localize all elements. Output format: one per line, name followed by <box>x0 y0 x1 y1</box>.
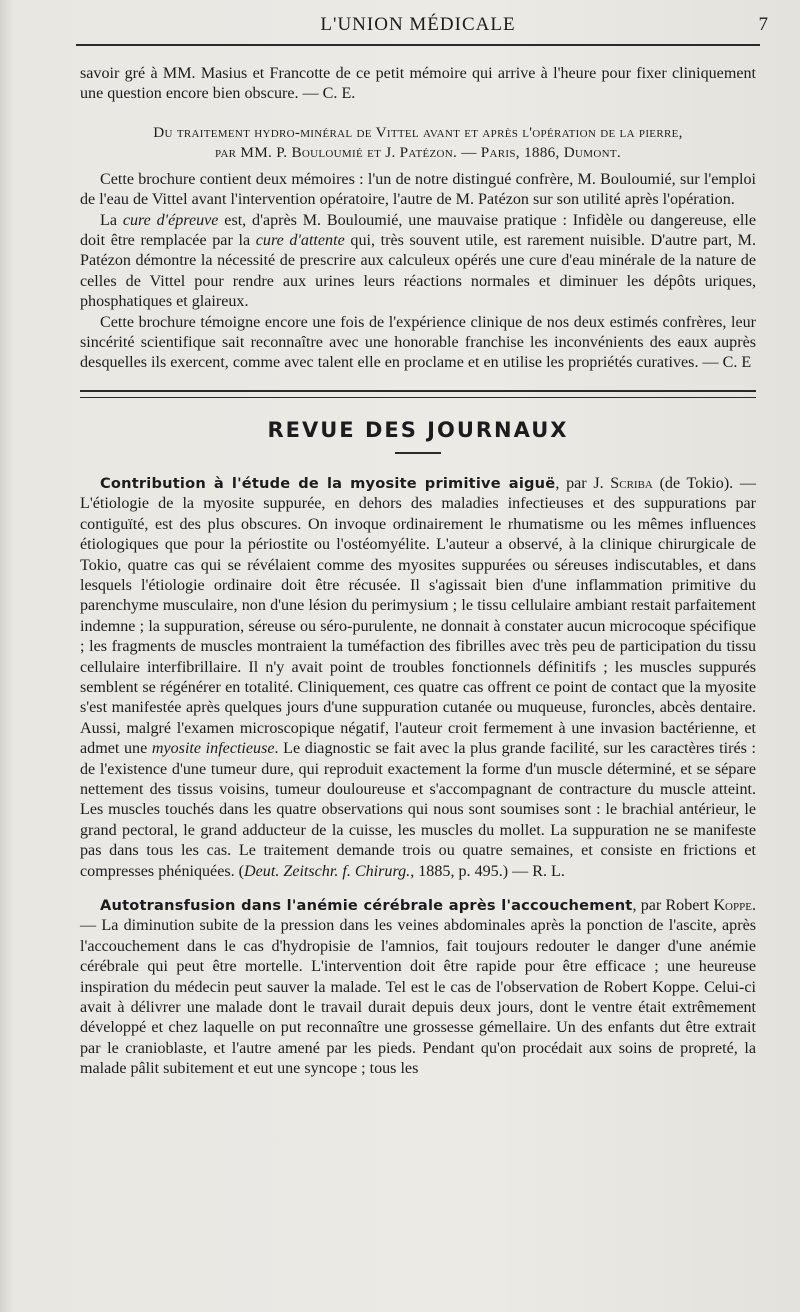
journal-article: Autotransfusion dans l'anémie cérébrale après l'accouchement, par Robert Koppe. — La diminution subite de la pression dans les veines abdominales après la ponction de l'ascite, après l'accouchement dans le cas d'hydropisie de l'amnios, fait toujours redouter le danger d'une anémie cérébrale qui peut être mortelle. L'intervention doit être rapide pour être efficace ; une heureuse inspiration du médecin peut sauver la malade. Tel est le cas de l'observation de Robert Koppe. Celui-ci avait à délivrer une malade dont le travail durait depuis deux jours, dont le ventre était extrêmement développé et chez laquelle on put reconnaître une grossesse gémellaire. Un des enfants dut être extrait par le cranioblaste, et l'autre amené par les pieds. Pendant qu'on procédait aux soins de propreté, la malade pâlit subitement et eut une syncope ; tous les <box>80 897 756 1078</box>
review-paragraph: Cette brochure contient deux mémoires : l'un de notre distingué confrère, M. Bouloumié, sur l'emploi de l'eau de Vittel avant l'intervention opératoire, l'autre de M. Patézon sur son utilité après l'opération. <box>80 170 756 209</box>
author-name: Patézon <box>399 144 453 162</box>
article-author: Koppe <box>713 897 752 914</box>
emphasized-term: cure d'attente <box>255 232 345 250</box>
review-paragraph: La cure d'épreuve est, d'après M. Bouloumié, une mauvaise pratique : Infidèle ou dangereuse, elle doit être remplacée par la cure d'attente qui, très souvent utile, est rarement nuisible. D'autre part, M. Patézon démontre la nécessité de prescrire aux calculeux opérés une cure d'eau minérale de la nature de celles de Vittel pour rendre aux urines leurs réactions normales et diminuer les dépôts uriques, phosphatiques et glaireux. <box>80 211 757 311</box>
intro-paragraph: savoir gré à MM. Masius et Francotte de ce petit mémoire qui arrive à l'heure pour fixer cliniquement une question encore bien obscure. — C. E. <box>80 65 756 103</box>
book-review-authors: par MM. P. Bouloumié et J. Patézon. — Paris, 1886, Dumont. <box>215 144 621 162</box>
review-paragraph: Cette brochure témoigne encore une fois de l'expérience clinique de nos deux estimés confrères, leur sincérité scientifique sait reconnaître avec une honorable franchise les inconvénients des eaux auprès desquelles ils exercent, comme avec talent elle en proclame et en utilise les propriétés curatives. — C. E <box>80 313 756 372</box>
journal-article: Contribution à l'étude de la myosite primitive aiguë, par J. Scriba (de Tokio). — L'étiologie de la myosite suppurée, en dehors des maladies infectieuses et des suppurations par contiguïté, est des plus obscures. On invoque ordinairement le rhumatisme ou les mêmes influences étiologiques que pour la périostite ou l'ostéomyélite. L'auteur a observé, à la clinique chirurgicale de Tokio, quatre cas qui se révélaient comme des myosites suppurées ou séreuses indiscutables, et dans lesquels l'étiologie ordinaire doit être récusée. Il s'agissait bien d'une inflammation primitive du parenchyme musculaire, non d'une lésion du perimysium ; le tissu cellulaire ambiant restait parfaitement indemne ; la suppuration, séreuse ou séro-purulente, ne donnait à constater aucun microcoque spécifique ; les fragments de muscles montraient la tuméfaction des fibrilles avec très peu de participation du tissu cellulaire interfibrillaire. Il n'y avait point de troubles fonctionnels définitifs ; les muscles suppurés semblent se régénérer en totalité. Cliniquement, ces quatre cas offrent ce point de contact que la myosite s'est manifestée après quelques jours d'une suppuration cutanée ou muqueuse, furoncles, abcès dentaire. Aussi, malgré l'examen microscopique négatif, l'auteur croit fermement à une invasion bactérienne, et admet une myosite infectieuse. Le diagnostic se fait avec la plus grande facilité, sur les caractères tirés : de l'existence d'une tumeur dure, qui reproduit exactement la forme d'un muscle déterminé, et se sépare nettement des tissus voisins, tumeur douloureuse et s'accompagnant de contracture du muscle atteint. Les muscles touchés dans les quatre observations qui nous sont soumises sont : le brachial antérieur, le grand pectoral, le grand adducteur de la cuisse, les muscles du mollet. La suppuration ne se manifeste pas dans tous les cas. Le traitement demande trois ou quatre semaines, et consiste en frictions et compresses phéniquées. (Deut. Zeitschr. f. Chirurg., 1885, p. 495.) — R. L. <box>80 474 756 880</box>
article-author: Scriba <box>610 474 653 492</box>
author-name: Bouloumié <box>291 144 363 162</box>
section-divider <box>80 390 756 398</box>
book-review-heading <box>80 123 756 164</box>
title-underline <box>395 452 441 454</box>
running-header <box>80 0 768 46</box>
journal-title: L'UNION MÉDICALE <box>320 14 516 35</box>
book-review-body <box>80 170 756 374</box>
page-number: 7 <box>758 14 768 35</box>
section-title: REVUE DES JOURNAUX <box>267 417 569 442</box>
article-title: Autotransfusion dans l'anémie cérébrale après l'accouchement <box>100 897 633 914</box>
emphasized-term: cure d'épreuve <box>122 211 219 229</box>
article-title: Contribution à l'étude de la myosite primitive aiguë <box>100 474 556 492</box>
citation: Deut. Zeitschr. f. Chirurg. <box>244 862 411 880</box>
book-review-title: Du traitement hydro-minéral de Vittel avant et après l'opération de la pierre, <box>153 123 683 141</box>
header-rule <box>76 44 760 46</box>
emphasized-term: myosite infectieuse <box>151 740 275 758</box>
